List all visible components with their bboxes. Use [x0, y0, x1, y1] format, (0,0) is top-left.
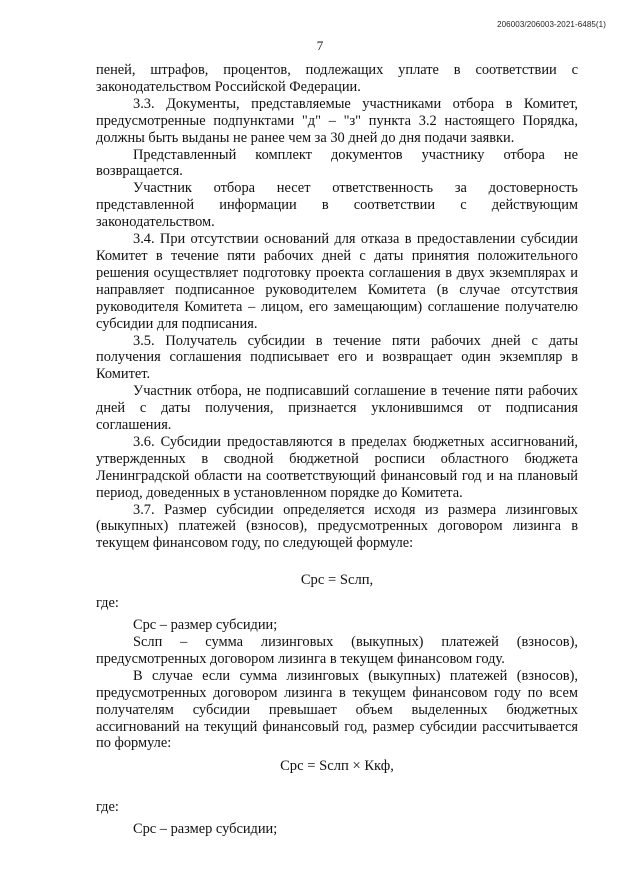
where-label-2: где:	[96, 799, 119, 816]
formula-1: Срс = Sслп,	[300, 572, 374, 589]
document-body	[96, 62, 578, 838]
paragraph-evasion: Участник отбора, не подписавший соглашение в течение пяти рабочих дней с даты получения, признается уклонившимся от подписания соглашения.	[96, 383, 578, 434]
paragraph-responsibility: Участник отбора несет ответственность за достоверность представленной информации в соответствии с действующим законодательством.	[96, 180, 578, 231]
page-number: 7	[316, 38, 324, 53]
paragraph-3-7: 3.7. Размер субсидии определяется исходя из размера лизинговых (выкупных) платежей (взносов), предусмотренных договором лизинга в текущем финансовом году, по следующей формуле:	[96, 501, 578, 552]
paragraph-documents-not-returned: Представленный комплект документов участнику отбора не возвращается.	[96, 146, 578, 180]
formula-2: Срс = Sслп × Ккф,	[280, 758, 394, 775]
paragraph-excess-case: В случае если сумма лизинговых (выкупных) платежей (взносов), предусмотренных договором лизинга в текущем финансовом году по всем получателям субсидии превышает объем выделенных бюджетных ассигнований на текущий финансовый год, размер субсидии рассчитывается по формуле:	[96, 667, 578, 752]
paragraph-3-4: 3.4. При отсутствии оснований для отказа в предоставлении субсидии Комитет в течение пяти рабочих дней с даты принятия положительного решения осуществляет подготовку проекта соглашения в двух экземплярах и направляет подписанное руководителем Комитета (в случае отсутствия руководителя Комитета – лицом, его замещающим) соглашение получателю субсидии для подписания.	[96, 231, 578, 332]
paragraph-3-3: 3.3. Документы, представляемые участниками отбора в Комитет, предусмотренные подпунктами "д" – "з" пункта 3.2 настоящего Порядка, должны быть выданы не ранее чем за 30 дней до дня подачи заявки.	[96, 95, 578, 146]
definition-sslp: Sслп – сумма лизинговых (выкупных) платежей (взносов), предусмотренных договором лизинга в текущем финансовом году.	[96, 634, 578, 667]
paragraph-continuation: пеней, штрафов, процентов, подлежащих уплате в соответствии с законодательством Российской Федерации.	[96, 62, 578, 95]
definition-srs-2: Срс – размер субсидии;	[133, 821, 278, 838]
paragraph-3-5: 3.5. Получатель субсидии в течение пяти рабочих дней с даты получения соглашения подписывает его и возвращает один экземпляр в Комитет.	[96, 332, 578, 383]
paragraph-3-6: 3.6. Субсидии предоставляются в пределах бюджетных ассигнований, утвержденных в сводной бюджетной росписи областного бюджета Ленинградской области на соответствующий финансовый год и на плановый период, доведенных в установленном порядке до Комитета.	[96, 433, 578, 501]
where-label-1: где:	[96, 595, 119, 612]
definition-srs: Срс – размер субсидии;	[133, 617, 278, 634]
document-id: 206003/206003-2021-6485(1)	[497, 20, 606, 29]
